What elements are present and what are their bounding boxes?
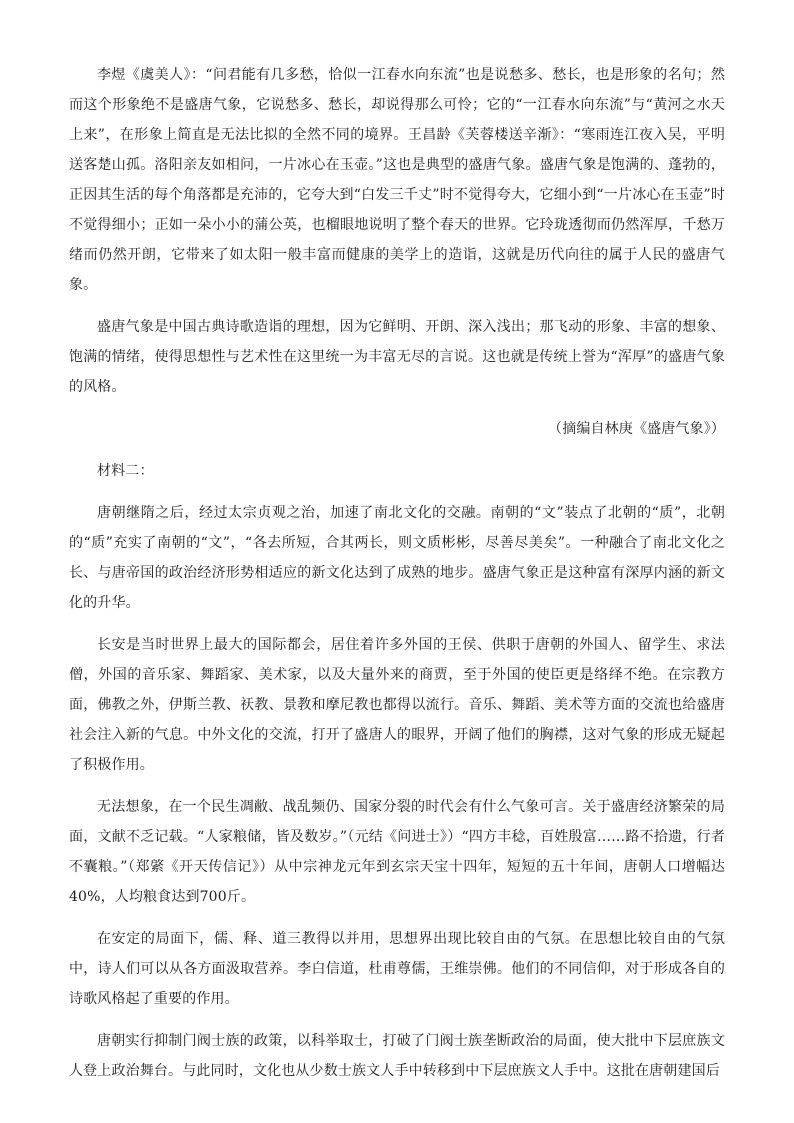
body-paragraph: 唐朝继隋之后，经过太宗贞观之治，加速了南北文化的交融。南朝的“文”装点了北朝的“质”，北朝的“质”充实了南朝的“文”，“各去所短，合其两长，则文质彬彬，尽善尽美矣”。一种融合了南北文化之长、与唐帝国的政治经济形势相适应的新文化达到了成熟的地步。盛唐气象正是这种富有深厚内涵的新文化的升华。	[69, 505, 725, 611]
body-paragraph: 长安是当时世界上最大的国际都会，居住着许多外国的王侯、供职于唐朝的外国人、留学生、求法僧，外国的音乐家、舞蹈家、美术家，以及大量外来的商贾，至于外国的使臣更是络绎不绝。在宗教方面，佛教之外，伊斯兰教、祆教、景教和摩尼教也都得以流行。音乐、舞蹈、美术等方面的交流也给盛唐社会注入新的气息。中外文化的交流，打开了盛唐人的眼界，开阔了他们的胸襟，这对气象的形成无疑起了积极作用。	[69, 637, 725, 773]
body-paragraph: 盛唐气象是中国古典诗歌造诣的理想，因为它鲜明、开朗、深入浅出；那飞动的形象、丰富的想象、饱满的情绪，使得思想性与艺术性在这里统一为丰富无尽的言说。这也就是传统上誉为“浑厚”的盛唐气象的风格。	[69, 319, 725, 395]
material-label: 材料二：	[97, 463, 154, 479]
source-citation: （摘编自林庚《盛唐气象》）	[548, 421, 725, 437]
body-paragraph: 在安定的局面下，儒、释、道三教得以并用，思想界出现比较自由的气氛。在思想比较自由的气氛中，诗人们可以从各方面汲取营养。李白信道，杜甫尊儒，王维崇佛。他们的不同信仰，对于形成各自的诗歌风格起了重要的作用。	[69, 931, 725, 1007]
body-paragraph: 唐朝实行抑制门阀士族的政策，以科举取士，打破了门阀士族垄断政治的局面，使大批中下层庶族文人登上政治舞台。与此同时，文化也从少数士族文人手中转移到中下层庶族文人手中。这批在唐朝建国后	[69, 1033, 725, 1079]
body-paragraph: 李煜《虞美人》：“问君能有几多愁，恰似一江春水向东流”也是说愁多、愁长，也是形象的名句；然而这个形象绝不是盛唐气象，它说愁多、愁长，却说得那么可怜；它的“一江春水向东流”与“黄河之水天上来”，在形象上简直是无法比拟的全然不同的境界。王昌龄《芙蓉楼送辛渐》：“寒雨连江夜入吴，平明送客楚山孤。洛阳亲友如相问，一片冰心在玉壶。”这也是典型的盛唐气象。盛唐气象是饱满的、蓬勃的，正因其生活的每个角落都是充沛的，它夸大到“白发三千丈”时不觉得夸大，它细小到“一片冰心在玉壶”时不觉得细小；正如一朵小小的蒲公英，也榴眼地说明了整个春天的世界。它玲珑透彻而仍然浑厚，千愁万绪而仍然开朗，它带来了如太阳一般丰富而健康的美学上的造诣，这就是历代向往的属于人民的盛唐气象。	[69, 67, 725, 293]
document-page	[69, 60, 725, 1098]
body-paragraph: 无法想象，在一个民生凋敝、战乱频仍、国家分裂的时代会有什么气象可言。关于盛唐经济繁荣的局面，文献不乏记载。“人家粮储，皆及数岁。”（元结《问进士》）“四方丰稔，百姓殷富……路不拾遗，行者不囊粮。”（郑綮《开天传信记》）从中宗神龙元年到玄宗天宝十四年，短短的五十年间，唐朝人口增幅达40%，人均粮食达到700斤。	[69, 799, 725, 905]
